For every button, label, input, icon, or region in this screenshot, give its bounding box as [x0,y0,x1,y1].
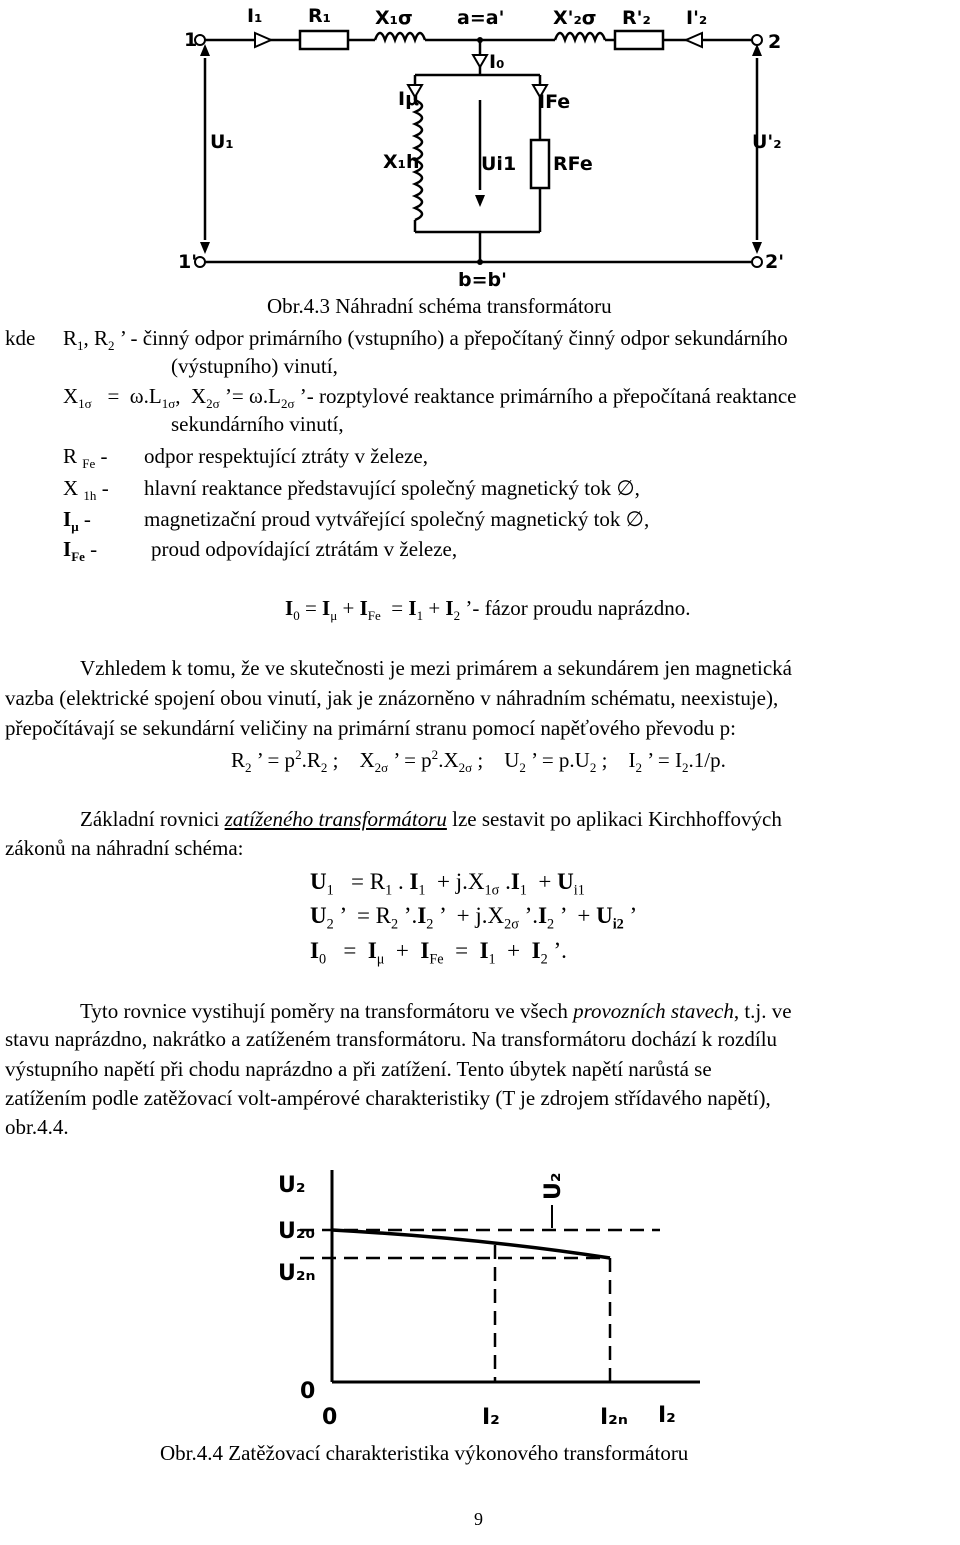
p1-line3: přepočítávají se sekundární veličiny na primární stranu pomocí napěťového převodu p: [5,716,736,740]
p2-text-italic: zatíženého transformátoru [224,807,447,831]
i0-equation: $I_0 = I_\mu + I_{Fe} = I_1 + I_2$ ’- fázor proudu naprázdno. [285,596,691,624]
p3-line5: obr.4.4. [5,1115,69,1139]
figure2-caption: Obr.4.4 Zatěžovací charakteristika výkonového transformátoru [160,1441,689,1465]
curve-label-U2: U₂ [541,1172,566,1200]
label-a: a=a' [457,7,505,29]
label-U1: U₁ [210,131,234,153]
label-I0: I₀ [489,51,505,73]
def-x1h-text: hlavní reaktance představující společný magnetický tok ∅, [144,476,640,500]
def-imu-text: magnetizační proud vytvářející společný magnetický tok ∅, [144,507,650,531]
p2-line2: zákonů na náhradní schéma: [5,836,244,860]
def-rfe-text: odpor respektující ztráty v železe, [144,444,428,468]
kde-label: kde [5,326,36,350]
i0-text: - fázor proudu naprázdno. [472,596,691,620]
equation-1: $U_1 = R_1$ . $I_1 + j.X_{1\sigma}$ $.I_1 + U_{i1}$ [310,869,585,899]
tick-label-U20: U₂₀ [278,1219,316,1244]
label-R2: R'₂ [622,7,651,29]
p3-text-a: Tyto rovnice vystihují poměry na transformátoru ve všech [80,999,568,1023]
label-U2: U'₂ [752,131,782,153]
def-ife-text: proud odpovídající ztrátám v železe, [151,537,458,561]
label-R1: R₁ [308,5,331,27]
p1-line1: Vzhledem k tomu, že ve skutečnosti je mezi primárem a sekundárem jen magnetická [80,656,792,680]
label-I1: I₁ [247,5,263,27]
label-RFe: RFe [553,153,593,175]
label-X2s: X'₂σ [553,7,597,29]
equation-3: $I_0 = I_\mu + I_{Fe} = I_1 + I_2$ ’. [310,938,567,968]
load-characteristic-diagram [260,1150,720,1440]
label-Ui1: Ui1 [481,153,517,175]
equivalent-circuit-diagram [0,0,960,290]
tick-label-U2n: U₂ₙ [278,1261,316,1286]
page-number: 9 [474,1509,483,1529]
def-x-text: - rozptylové reaktance primárního a přepočítaná reaktance [306,384,797,408]
p3-text-c: , t.j. ve [733,999,792,1023]
def-r-text: - činný odpor primárního (vstupního) a přepočítaný činný odpor sekundárního [130,326,788,350]
tick-label-I2n: I₂ₙ [600,1405,628,1430]
label-Imu: Iμ [398,88,420,110]
label-IFe: IFe [538,91,571,113]
figure1-caption: Obr.4.3 Náhradní schéma transformátoru [267,294,612,318]
label-X1s: X₁σ [375,7,413,29]
p2-line1 [80,805,782,833]
def-x-line: $X_{1\sigma} = \omega.L_{1\sigma}$, $X_{2\sigma}$ ’= $\omega.L_{2\sigma}$ ’- rozptylové reaktance primárního a přepočítaná reaktance [63,384,797,412]
p3-line2: stavu naprázdno, nakrátko a zatíženém transformátoru. Na transformátoru dochází k rozdílu [5,1027,778,1051]
transfer-equations: $R_2$ ’ = $p^2.R_2$ ; $X_{2\sigma}$ ’ = $p^2.X_{2\sigma}$ ; $U_2$ ’ = $p.U_2$ ; $I_2$ ’ = $I_2.1/p$. [231,747,726,776]
tick-label-I2: I₂ [482,1405,500,1430]
label-node2: 2 [768,31,782,53]
p2-text-c: lze sestavit po aplikaci Kirchhoffových [452,807,782,831]
tick-label-x-zero: 0 [322,1405,338,1430]
def-imu-symbol: $I_\mu$ - [63,507,91,535]
label-I2: I'₂ [686,7,708,29]
label-node2p: 2' [765,251,785,273]
def-x1h-symbol: X $_{1h}$ - [63,476,109,504]
p3-line1 [80,997,792,1025]
def-x-cont: sekundárního vinutí, [171,412,344,436]
label-b: b=b' [458,269,507,290]
tick-label-zero: 0 [300,1379,316,1404]
label-node1p: 1' [178,251,198,273]
axis-label-U2: U₂ [278,1173,306,1198]
label-node1: 1 [184,29,198,51]
def-ife-symbol: $I_{Fe}$ - [63,537,98,565]
p2-text-a: Základní rovnici [80,807,220,831]
p3-line3: výstupního napětí při chodu naprázdno a při zatížení. Tento úbytek napětí narůstá se [5,1057,712,1081]
p1-line2: vazba (elektrické spojení obou vinutí, jak je znázorněno v náhradním schématu, neexistuje), [5,686,779,710]
equation-2: $U_2$ ’ = $R_2$ $’.I_2$ ’ + $j.X_{2\sigma}$ $’.I_2$ ’ + $U_{i2}$ ’ [310,903,638,933]
def-r-cont: (výstupního) vinutí, [171,354,338,378]
axis-label-I2: I₂ [658,1403,676,1428]
def-rfe-symbol: R $_{Fe}$ - [63,444,108,472]
label-X1h: X₁h [383,151,420,173]
def-r-line: $R_1$, $R_2$ ’ - činný odpor primárního (vstupního) a přepočítaný činný odpor sekundárního [63,326,788,354]
p3-text-italic: provozních stavech [573,999,734,1023]
p3-line4: zatížením podle zatěžovací volt-ampérové charakteristiky (T je zdrojem střídavého napětí), [5,1086,771,1110]
